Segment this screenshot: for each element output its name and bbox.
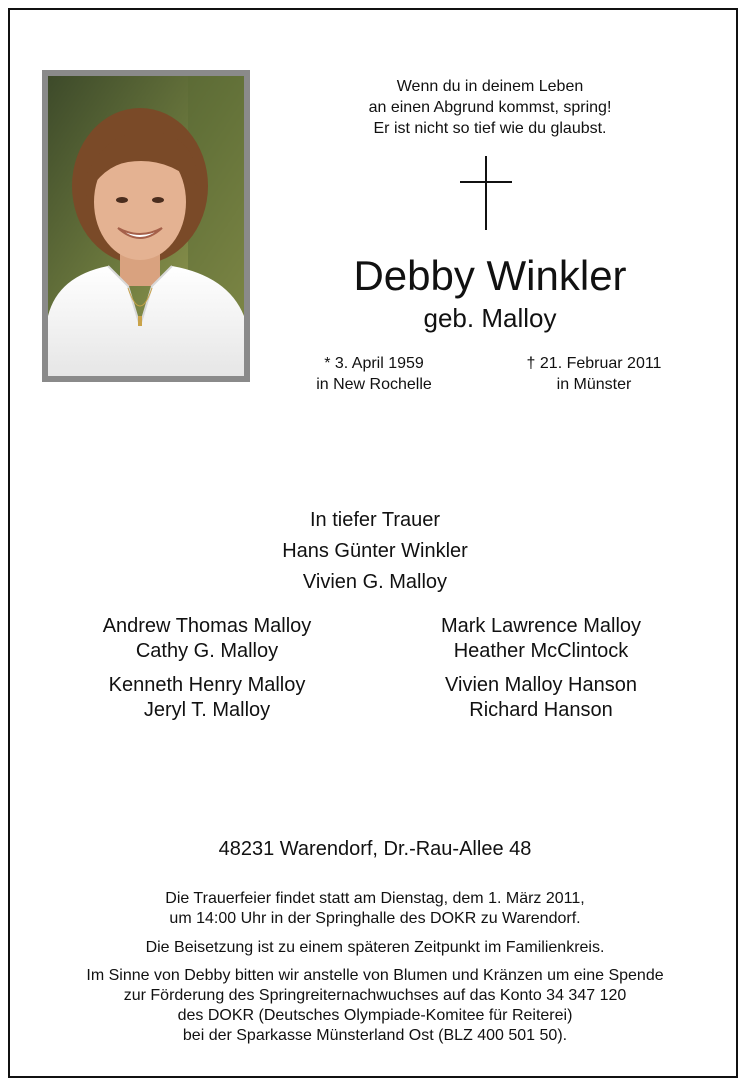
deceased-birth-name: geb. Malloy (423, 303, 557, 333)
family-group (62, 614, 352, 664)
portrait-photo (42, 70, 250, 382)
mourner-name: Andrew Thomas Malloy (102, 615, 312, 637)
mourner-name: Kenneth Henry Malloy (108, 674, 306, 696)
death-info (494, 353, 694, 395)
info-line: des DOKR (Deutsches Olympiade-Komitee für Reiterei) (177, 1007, 573, 1024)
info-line: bei der Sparkasse Münsterland Ost (BLZ 400 501 50). (182, 1027, 568, 1044)
family-address: 48231 Warendorf, Dr.-Rau-Allee 48 (218, 838, 532, 860)
burial-info: Die Beisetzung ist zu einem späteren Zeitpunkt im Familienkreis. (145, 939, 605, 956)
mourner-name: Jeryl T. Malloy (143, 699, 271, 721)
portrait-image (48, 76, 244, 376)
info-line: zur Förderung des Springreiternachwuchses auf das Konto 34 347 120 (123, 987, 627, 1004)
mourner-name: Cathy G. Malloy (135, 640, 279, 662)
funeral-service-info (30, 889, 720, 929)
mourner-name: Vivien Malloy Hanson (445, 674, 637, 696)
mourner-name: Richard Hanson (469, 699, 613, 721)
quote-line: Wenn du in deinem Leben (396, 78, 584, 95)
deceased-name: Debby Winkler (353, 252, 627, 299)
mourner-name: Hans Günter Winkler (282, 540, 468, 562)
info-line: Im Sinne von Debby bitten wir anstelle von Blumen und Kränzen um eine Spende (86, 967, 664, 984)
mourning-intro: In tiefer Trauer (309, 509, 441, 531)
mourner-name: Vivien G. Malloy (302, 571, 448, 593)
family-group (396, 673, 686, 723)
family-group (62, 673, 352, 723)
birth-info (274, 353, 474, 395)
mourner-name: Mark Lawrence Malloy (440, 615, 642, 637)
family-group (396, 614, 686, 664)
death-date: † 21. Februar 2011 (526, 355, 662, 372)
mourner-name: Heather McClintock (453, 640, 629, 662)
info-line: um 14:00 Uhr in der Springhalle des DOKR zu Warendorf. (169, 910, 581, 927)
quote-line: Er ist nicht so tief wie du glaubst. (373, 120, 607, 137)
info-line: Die Trauerfeier findet statt am Dienstag, dem 1. März 2011, (165, 890, 585, 907)
cross-icon (460, 156, 512, 230)
epitaph-quote (300, 76, 680, 139)
birth-place: in New Rochelle (316, 376, 432, 393)
donation-info (30, 966, 720, 1046)
mourners-main (75, 505, 675, 598)
quote-line: an einen Abgrund kommst, spring! (368, 99, 612, 116)
death-place: in Münster (556, 376, 632, 393)
birth-date: * 3. April 1959 (324, 355, 424, 372)
